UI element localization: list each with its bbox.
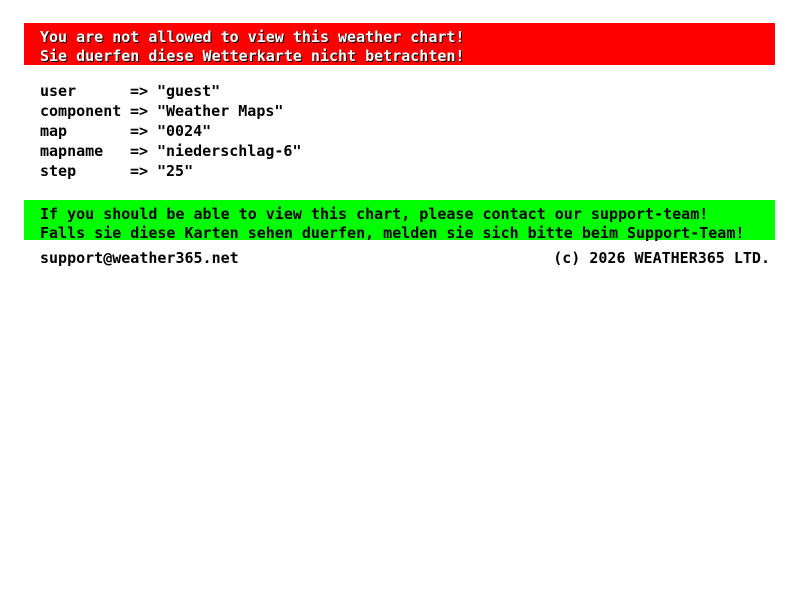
detail-key: mapname [40, 142, 104, 160]
detail-row-step [40, 161, 302, 181]
copyright-notice: (c) 2026 WEATHER365 LTD. [553, 249, 770, 267]
detail-key: user [40, 82, 77, 100]
detail-row-map [40, 121, 302, 141]
arrow-glyph: => [130, 142, 149, 160]
detail-key: map [40, 122, 68, 140]
arrow-glyph: => [130, 82, 149, 100]
detail-value: "niederschlag-6" [157, 142, 302, 160]
arrow-glyph: => [130, 162, 149, 180]
detail-row-component [40, 101, 302, 121]
contact-message-en: If you should be able to view this chart, please contact our support-team! [40, 205, 709, 223]
denied-message-de: Sie duerfen diese Wetterkarte nicht betrachten! [40, 47, 465, 65]
detail-key: component [40, 102, 122, 120]
contact-support-banner [24, 200, 775, 240]
request-details [40, 81, 302, 181]
detail-row-mapname [40, 141, 302, 161]
detail-key: step [40, 162, 77, 180]
arrow-glyph: => [130, 102, 149, 120]
denied-message-en: You are not allowed to view this weather chart! [40, 28, 465, 46]
support-email: support@weather365.net [40, 249, 239, 267]
detail-value: "25" [157, 162, 194, 180]
footer [40, 250, 770, 266]
contact-message-de: Falls sie diese Karten sehen duerfen, melden sie sich bitte beim Support-Team! [40, 224, 745, 242]
access-denied-banner [24, 23, 775, 65]
detail-row-user [40, 81, 302, 101]
arrow-glyph: => [130, 122, 149, 140]
detail-value: "0024" [157, 122, 212, 140]
detail-value: "Weather Maps" [157, 102, 284, 120]
detail-value: "guest" [157, 82, 221, 100]
